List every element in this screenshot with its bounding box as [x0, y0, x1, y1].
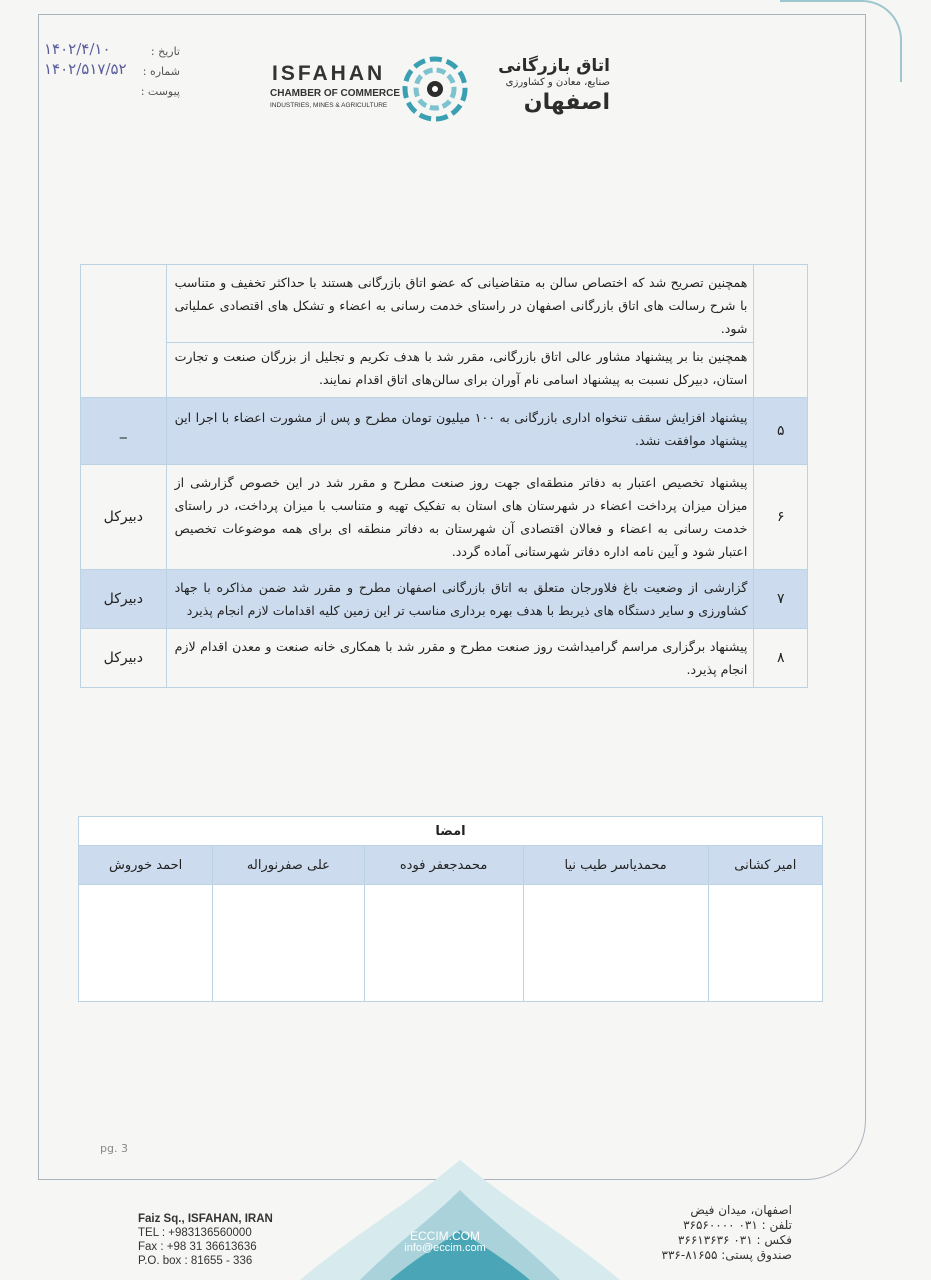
row-number: ۵ [754, 398, 808, 465]
logo-fa-line2: صنایع، معادن و کشاورزی [505, 77, 610, 88]
minutes-table [80, 264, 808, 688]
row-number: ۶ [754, 465, 808, 570]
number-label: شماره : [142, 65, 180, 78]
signature-table [78, 816, 823, 1002]
footer-pobox-fa: صندوق پستی: ۸۱۶۵۵-۳۳۶ [661, 1248, 792, 1262]
number-value: ۱۴۰۲/۵۱۷/۵۲ [44, 60, 127, 78]
row-text: پیشنهاد برگزاری مراسم گرامیداشت روز صنعت مطرح و مقرر شد با همکاری خانه صنعت و معدن اقدام لازم انجام پذیرد. [166, 629, 754, 688]
logo-fa-line3: اصفهان [523, 90, 610, 115]
footer-tel-fa: تلفن : ۰۳۱ ۳۶۵۶۰۰۰۰ [683, 1218, 792, 1232]
logo-en-line2: CHAMBER OF COMMERCE [270, 88, 400, 99]
signatory-name: محمدجعفر فوده [364, 846, 523, 885]
logo-fa-line1: اتاق بازرگانی [498, 56, 610, 76]
signature-cell [364, 885, 523, 1002]
letter-meta [40, 42, 180, 102]
row-text: همچنین تصریح شد که اختصاص سالن به متقاضیانی که عضو اتاق بازرگانی هستند با حداکثر تخفیف و متناسب با شرح رسالت های اتاق بازرگانی اصفهان در راستای خدمت رسانی به اعضاء و تشکل های اقتصادی عملیاتی شود. [166, 265, 754, 343]
table-row [81, 398, 808, 465]
row-number: ۸ [754, 629, 808, 688]
row-responsible: دبیرکل [81, 570, 167, 629]
signatory-name: محمدیاسر طیب نیا [523, 846, 708, 885]
row-responsible: _ [81, 398, 167, 465]
table-row [81, 629, 808, 688]
logo-en-line3: INDUSTRIES, MINES & AGRICULTURE [270, 102, 388, 109]
table-row [81, 570, 808, 629]
logo-fa [475, 56, 610, 116]
footer-emblem-icon [300, 1160, 620, 1280]
date-label: تاریخ : [150, 45, 180, 58]
table-row [81, 265, 808, 343]
signature-cell [708, 885, 822, 1002]
signatory-name: امیر کشانی [708, 846, 822, 885]
chamber-logo [270, 52, 610, 127]
logo-en-line1: ISFAHAN [272, 62, 386, 85]
footer-contact-fa [622, 1203, 792, 1263]
signature-cell [213, 885, 364, 1002]
logo-emblem-icon [398, 52, 472, 126]
signature-cell [79, 885, 213, 1002]
footer-contact-center [370, 1230, 520, 1254]
row-text: پیشنهاد تخصیص اعتبار به دفاتر منطقه‌ای جهت روز صنعت مطرح و مقرر شد در این خصوص گزارشی از میزان میزان پرداخت اعضاء در شهرستان های استان به تفکیک تهیه و متناسب با میزان پرداخت، در راستای خدمت رسانی به اعضاء و فعالان اقتصادی آن شهرستان به دفاتر منطقه ای برای همه موضوعات تخصیص اعتبار شود و آیین نامه اداره دفاتر شهرستانی آماده گردد. [166, 465, 754, 570]
footer-address-fa: اصفهان، میدان فیض [690, 1203, 792, 1217]
row-responsible: دبیرکل [81, 629, 167, 688]
table-row [81, 465, 808, 570]
page-number: pg. 3 [100, 1142, 128, 1155]
footer-email: info@eccim.com [404, 1242, 486, 1254]
footer-address-en: Faiz Sq., ISFAHAN, IRAN [138, 1213, 273, 1225]
footer-tel-en: TEL : +983136560000 [138, 1227, 252, 1239]
signatory-name: علی صفرنوراله [213, 846, 364, 885]
date-value: ۱۴۰۲/۴/۱۰ [44, 40, 111, 58]
footer-fax-fa: فکس : ۰۳۱ ۳۶۶۱۳۶۳۶ [677, 1233, 792, 1247]
row-number: ۷ [754, 570, 808, 629]
signature-title: امضا [79, 817, 823, 846]
footer-site: ECCIM.COM [410, 1229, 480, 1243]
signature-cell [523, 885, 708, 1002]
signatory-name: احمد خوروش [79, 846, 213, 885]
attachment-label: پیوست : [140, 85, 180, 98]
row-number [754, 265, 808, 398]
row-text: همچنین بنا بر پیشنهاد مشاور عالی اتاق بازرگانی، مقرر شد با هدف تکریم و تجلیل از بزرگان صنعت و تجارت استان، دبیرکل نسبت به پیشنهاد اسامی نام آوران برای سالن‌های اتاق اقدام نمایند. [166, 343, 754, 398]
footer-contact-en [138, 1212, 273, 1268]
row-responsible [81, 265, 167, 398]
row-text: پیشنهاد افزایش سقف تنخواه اداری بازرگانی به ۱۰۰ میلیون تومان مطرح و پس از مشورت اعضاء با اجرا این پیشنهاد موافقت نشد. [166, 398, 754, 465]
table-row [81, 343, 808, 398]
footer-pobox-en: P.O. box : 81655 - 336 [138, 1255, 253, 1267]
row-text: گزارشی از وضعیت باغ فلاورجان متعلق به اتاق بازرگانی اصفهان مطرح و مقرر شد ضمن مذاکره با جهاد کشاورزی و سایر دستگاه های ذیربط با هدف بهره برداری مناسب تر این زمین کلیه اقدامات لازم انجام پذیرد [166, 570, 754, 629]
row-responsible: دبیرکل [81, 465, 167, 570]
footer-fax-en: Fax : +98 31 36613636 [138, 1241, 257, 1253]
